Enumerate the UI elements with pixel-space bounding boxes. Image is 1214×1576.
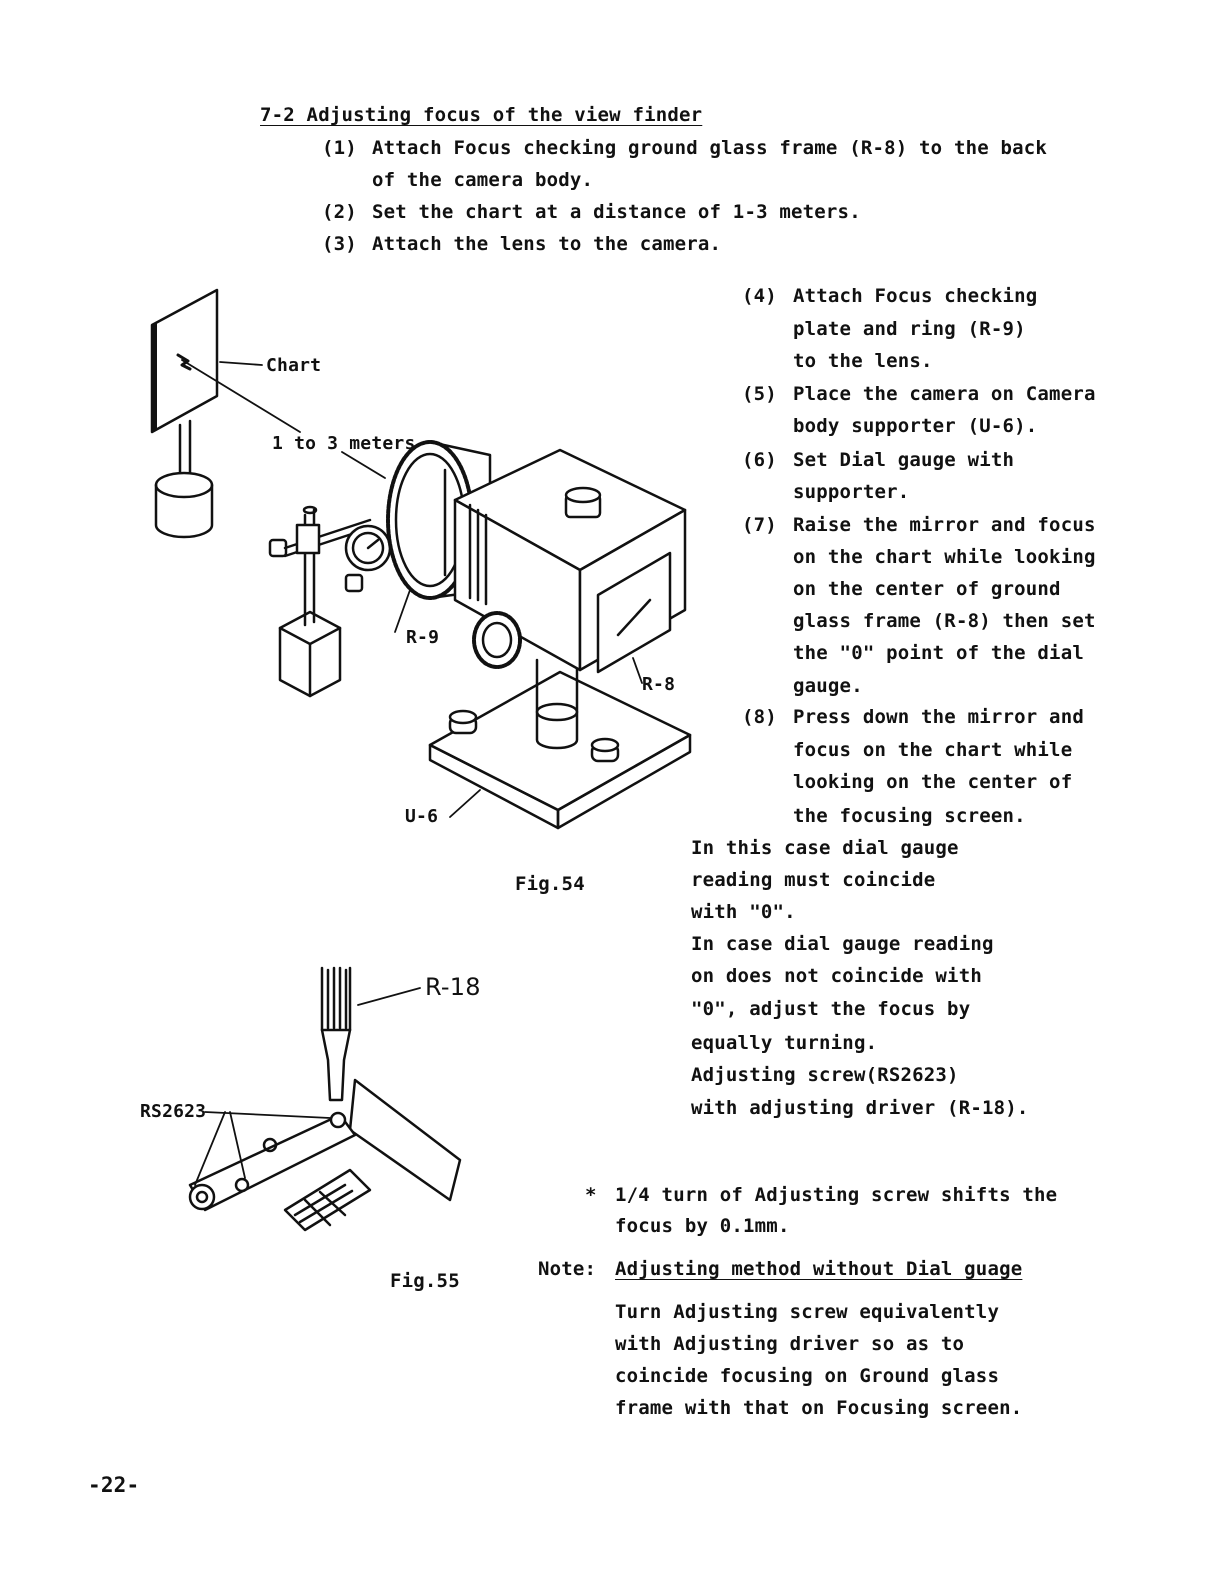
footnote-marker: * xyxy=(585,1184,597,1206)
paragraph-line: In case dial gauge reading xyxy=(691,933,994,955)
figure-54-caption: Fig.54 xyxy=(515,873,585,895)
step-6-line-1: Set Dial gauge with xyxy=(793,449,1015,471)
step-7-line-1: Raise the mirror and focus xyxy=(793,514,1096,536)
paragraph-line: "0", adjust the focus by xyxy=(691,998,971,1020)
step-6-number: (6) xyxy=(742,449,777,471)
label-rs2623: RS2623 xyxy=(140,1101,207,1122)
footnote-line: 1/4 turn of Adjusting screw shifts the xyxy=(615,1184,1058,1206)
camera-body-detail xyxy=(190,1080,460,1230)
note-label: Note: xyxy=(538,1258,597,1280)
paragraph-line: In this case dial gauge xyxy=(691,837,959,859)
step-8-line-2: focus on the chart while xyxy=(793,739,1073,761)
figure-55-caption: Fig.55 xyxy=(390,1270,460,1292)
step-7-line-5: the "0" point of the dial xyxy=(793,642,1084,664)
page-number: -22- xyxy=(88,1473,140,1497)
label-distance: 1 to 3 meters xyxy=(272,433,416,454)
paragraph-line: reading must coincide xyxy=(691,869,936,891)
step-8-line-3: looking on the center of xyxy=(793,771,1073,793)
step-7-number: (7) xyxy=(742,514,777,536)
step-2-line-1: Set the chart at a distance of 1-3 meters. xyxy=(372,201,861,223)
step-7-line-4: glass frame (R-8) then set xyxy=(793,610,1096,632)
paragraph-line: Adjusting screw(RS2623) xyxy=(691,1064,959,1086)
note-line: with Adjusting driver so as to xyxy=(615,1333,965,1355)
step-1-line-2: of the camera body. xyxy=(372,169,594,191)
step-1-number: (1) xyxy=(322,137,357,159)
label-r18: R-18 xyxy=(425,973,481,1001)
step-8-line-1: Press down the mirror and xyxy=(793,706,1084,728)
step-4-number: (4) xyxy=(742,285,777,307)
step-8-number: (8) xyxy=(742,706,777,728)
step-7-line-2: on the chart while looking xyxy=(793,546,1096,568)
step-6-line-2: supporter. xyxy=(793,481,910,503)
label-r8: R-8 xyxy=(642,674,676,695)
label-r9: R-9 xyxy=(406,627,440,648)
note-heading: Adjusting method without Dial guage xyxy=(615,1258,1023,1280)
paragraph-line: equally turning. xyxy=(691,1032,878,1054)
paragraph-line: with "0". xyxy=(691,901,796,923)
step-3-number: (3) xyxy=(322,233,357,255)
step-8-line-4: the focusing screen. xyxy=(793,805,1026,827)
label-u6: U-6 xyxy=(405,806,439,827)
step-1-line-1: Attach Focus checking ground glass frame (R-8) to the back xyxy=(372,137,1048,159)
step-5-line-1: Place the camera on Camera xyxy=(793,383,1096,405)
label-chart: Chart xyxy=(266,355,322,376)
step-4-line-3: to the lens. xyxy=(793,350,933,372)
step-4-line-1: Attach Focus checking xyxy=(793,285,1038,307)
step-3-line-1: Attach the lens to the camera. xyxy=(372,233,722,255)
step-7-line-3: on the center of ground xyxy=(793,578,1061,600)
section-title: 7-2 Adjusting focus of the view finder xyxy=(260,104,703,126)
step-2-number: (2) xyxy=(322,201,357,223)
step-5-line-2: body supporter (U-6). xyxy=(793,415,1038,437)
adjusting-driver xyxy=(322,968,350,1100)
note-line: frame with that on Focusing screen. xyxy=(615,1397,1023,1419)
step-4-line-2: plate and ring (R-9) xyxy=(793,318,1026,340)
step-7-line-6: gauge. xyxy=(793,675,863,697)
paragraph-line: with adjusting driver (R-18). xyxy=(691,1097,1029,1119)
paragraph-line: on does not coincide with xyxy=(691,965,982,987)
note-line: coincide focusing on Ground glass xyxy=(615,1365,1000,1387)
note-line: Turn Adjusting screw equivalently xyxy=(615,1301,1000,1323)
footnote-line: focus by 0.1mm. xyxy=(615,1215,790,1237)
step-5-number: (5) xyxy=(742,383,777,405)
